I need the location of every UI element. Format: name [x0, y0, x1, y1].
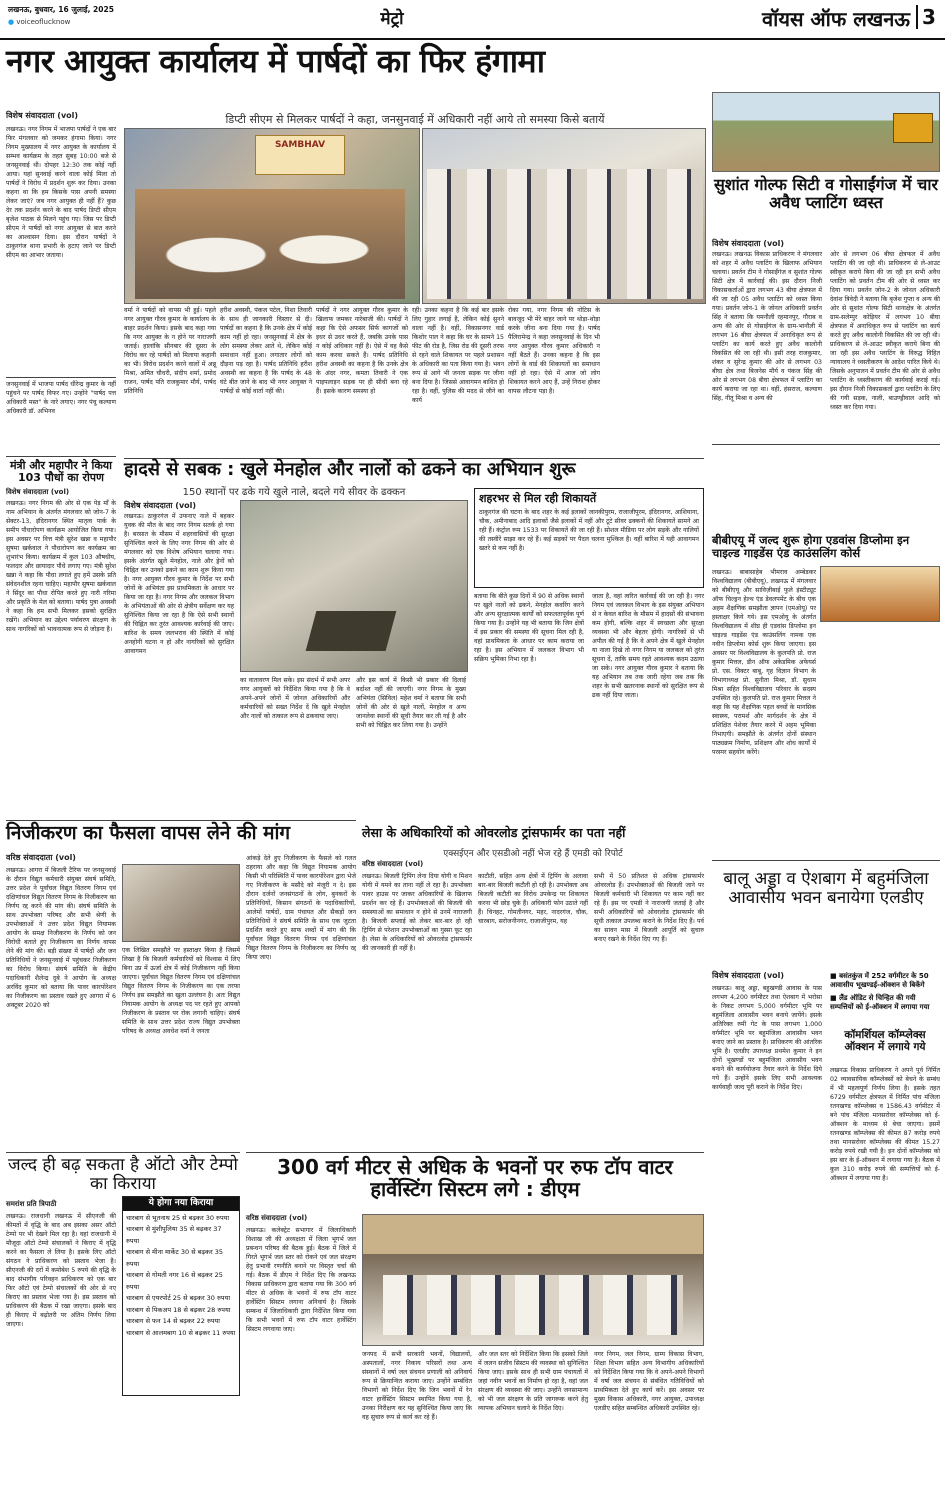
- roof-col4: नगर निगम, जल निगम, ग्राम्य विकास विभाग, शिक्षा विभाग सहित अन्य विभागीय अधिकारियों को निर्देशित किया गया कि वे अपने-अपने विभागों में वर्षा जल संचयन से संबंधित गतिविधियों को प्राथमिकता देते हुए कार्य करें। इस अवसर पर मुख्य विकास अधिकारी, नगर आयुक्त, उपाध्यक्ष एलडीए सहित सम्बन्धित अधिकारी उपस्थित रहे।: [594, 1351, 706, 1412]
- lead-col1: लखनऊ। नगर निगम में भाजपा पार्षदों ने एक बार फिर मंगलवार को जमकर हंगामा किया। नगर निगम मुख्यालय में नगर आयुक्त के कार्यालय में सम्भव कार्यक्रम के तहत सुबह 10:00 बजे से जनसुनवाई थी। दोपहर 12:30 तक कोई नहीं आया। यहां सुनवाई करने वाला कोई मिला तो पार्षदों ने विरोध में प्रदर्शन शुरू कर दिया। उनका कहना था कि हम किसके पास अपनी समस्या लेकर जाएं? जब नगर आयुक्त ही नहीं हैं? कुछ देर तक प्रदर्शन करने के बाद पार्षद डिप्टी सीएम बृजेश पाठक से मिलने पहुंच गए। जिस पर डिप्टी सीएम ने पार्षदों को नगर आयुक्त से बात करने का आश्वासन दिया। इस दौरान पार्षदों ने ठाकुरगंज थाना प्रभारी के हटाए जाने पर डिप्टी सीएम का आभार जताया।: [6, 126, 118, 259]
- balu-bullet-1: [830, 972, 940, 990]
- photo-people-group: [135, 189, 405, 299]
- fare-item: चारबाग से गोमती नगर 16 से बढ़कर 25 रुपया: [126, 1271, 223, 1291]
- divider: [712, 444, 940, 445]
- diploma-headline: बीबीएयू में जल्द शुरू होगा एडवांस डिप्लोमा इन चाइल्ड गाइडेंस एंड काउंसलिंग कोर्स: [712, 533, 910, 560]
- balu-byline: विशेष संवाददाता (vol): [712, 971, 785, 980]
- transformer-subhead: एक्सईएन और एसडीओ नहीं भेज रहे हैं एमडी को रिपोर्ट: [443, 849, 623, 859]
- minister-body: लखनऊ। नगर निगम की ओर से एक पेड़ माँ के नाम अभियान के अंतर्गत मंगलवार को जोन-7 के सेक्टर-13, इंदिरानगर स्थित मातृत्व पार्क के समीप पौधारोपण कार्यक्रम आयोजित किया गया। इस अवसर पर वित्त मंत्री सुरेश खन्ना व महापौर सुषमा खर्कवाल ने पौधारोपण कर कार्यक्रम का शुभारंभ किया। कार्यक्रम में कुल 103 औषधीय, फलदार और छायादार पौधे लगाए गए। मंत्री सुरेश खन्ना ने कहा कि पौधा लगाते हुए हमें उसके प्रति संवेदनशील रहना चाहिए। महापौर सुषमा खर्कवाल ने सिंदूर का पौधा रोपित करते हुए नारी गरिमा और प्रकृति के मेल को बताया। पार्षद पुत्रा अवस्थी ने कहा कि हम सभी मिलकर इसको सुरक्षित रखेंगे। अभियान का उद्देश्य पर्यावरण संरक्षण के साथ नागरिकों को भावनात्मक रूप से जोड़ना है।: [6, 500, 118, 633]
- roof-col2: जनपद में सभी सरकारी भवनों, विद्यालयों, अस्पतालों, नगर निकाय परिसरों तथा अन्य संस्थानों में वर्षा जल संचयन प्रणाली को अनिवार्य रूप से क्रियान्वित कराया जाए। उन्होंने सम्बंधित विभागों को निर्देश दिए कि जिन भवनों में रेन वाटर हार्वेस्टिंग सिस्टम स्थापित किया गया है, उनका निरीक्षण कर यह सुनिश्चित किया जाए कि वह सुचारु रूप से कार्य कर रहे हैं।: [362, 1351, 474, 1421]
- lead-col1b: जनसुनवाई में भाजपा पार्षद धीरेन्द्र कुमार के नहीं पहुंचने पर पार्षद विफर गए। उन्होंने "पार्षद पत्त अधिकारी मस्त" के नारे लगाए। नगर पंचु कल्याण अधिकारी डॉ. अभिनव: [6, 381, 118, 415]
- auto-body: लखनऊ। राजधानी लखनऊ में सीएनजी की कीमतों में वृद्धि के बाद अब इसका असर ऑटो टेम्पो पर भी देखने मिल रहा है। वहां राजधानी में मौजूदा ऑटो टेम्पो संचालकों ने किराए में वृद्धि करने का फैसला ले लिया है। इसके लिए ऑटो संगठन ने प्राधिकरण को प्रस्ताव भेजा है। सीएनजी की दरों में कमोबेश 5 रुपये की वृद्धि के बाद संभागीय परिवहन प्राधिकरण को एक बार फिर ऑटो एवं टेम्पो संचालकों की ओर से नए किराए का प्रस्ताव भेजा गया है। इस प्रस्ताव को प्राधिकरण की बैठक में रखा जाएगा। इसके बाद ही किराए में बढ़ोतरी पर अंतिम निर्णय लिया जाएगा।: [6, 1213, 118, 1328]
- roof-col3: और जल स्तर को निर्देशित किया कि इसको जिले में जलन सजीव सिस्टम की व्यवस्था को सुनिश्चित किया जाए। इसके साथ ही सभी ग्राम पंचायतों में जहां नवीन भवनों का निर्माण हो रहा है, वहां जल संरक्षण की व्यवस्था की जाए। उन्होंने जनसामान्य को भी जल संरक्षण के प्रति जागरूक करने हेतु व्यापक अभियान चलाने के निर्देश दिए।: [478, 1351, 590, 1412]
- private-headline: निजीकरण का फैसला वापस लेने की मांग: [6, 822, 291, 844]
- divider: [6, 456, 116, 457]
- transformer-headline: लेसा के अधिकारियों को ओवरलोड ट्रांसफार्मर का पता नहीं: [362, 825, 626, 840]
- fare-box: [122, 1196, 240, 1396]
- commercial-box-title: कॉमर्शियल कॉम्प्लेक्स ऑक्शन में लगाये गये: [844, 1029, 926, 1053]
- page-number: 3: [916, 5, 940, 29]
- photo-people-row: [427, 169, 703, 299]
- lead-headline: नगर आयुक्त कार्यालय में पार्षदों का फिर हंगामा: [6, 42, 545, 80]
- lead-photo-2: [422, 128, 706, 304]
- lead-col5: रही। उनका कहना है कि कई बार इसके लिए गुहार लगाई है, लेकिन कोई सुनने वाला नहीं है। वहीं, विकासनगर वार्ड किशोर पाल ने कहा कि घर के सामने 15 फीट की रोड है, जिस रोड की दूसरी तरफ से रहने वाले शिकायत पर पहले प्रशासन के अधिकारी का पता किया गया है। भवन रूप से आगे भी जनता सड़क पर जीना बना दिया है। जिससे आवागमन बाधित हो रहा है। वहीं, पुलिस की मदद से जीने का कार्य: [412, 307, 506, 404]
- diploma-photo: [820, 566, 940, 622]
- minister-byline: विशेष संवाददाता (vol): [6, 488, 70, 496]
- transformer-col2: काटौती, सहित अन्य क्षेत्रों में ट्रिपिंग के अलावा बार-बार बिजली कटौती हो रही है। उपभोक्ता अब बिजली कटौती का विरोध उपकेन्द्र पर शिकायत करना भी छोड़ चुके हैं। अधिकारी फोन उठाते नहीं हैं। चिनहट, गोमतीनगर, महर, नादरगंज, चौक, चारबाग, सरोजनीनगर, राजाजीपुरम, यह: [478, 873, 590, 925]
- complaints-title: शहरभर से मिल रही शिकायतें: [479, 492, 597, 505]
- roof-photo: [362, 1214, 704, 1346]
- lead-byline: विशेष संवाददाता (vol): [6, 111, 79, 120]
- minister-headline: मंत्री और महापौर ने किया 103 पौधों का रोपण: [9, 459, 113, 485]
- lead-photo-1: [124, 128, 420, 304]
- auto-byline: समरांश प्रति त्रिपाठी: [6, 1200, 57, 1208]
- diploma-body: लखनऊ। बाबासाहेब भीमराव अम्बेडकर विश्वविद्यालय (बीबीएयू), लखनऊ में मंगलवार को बीबीएयू और साविज़ीबाई फुले इंस्टीट्यूट ऑफ चिल्ड्रन हेल्थ एंड डेवलपमेंट के बीच एक अहम शैक्षणिक समझौता ज्ञापन (एमओयू) पर हस्ताक्षर किये गये। इस एमओयू के अंतर्गत विश्वविद्यालय में शीघ्र ही एडवांस डिप्लोमा इन चाइल्ड गाइडेंस एंड काउंसलिंग नामक एक नवीन डिप्लोमा कोर्स शुरू किया जाएगा। इस अवसर पर विश्वविद्यालय के कुलपति प्रो. राज कुमार मित्तल, डीन ऑफ अकेडमिक अफेयर्स प्रो. एस. विक्टर बाबू, गृह विज्ञान विभाग के विभागाध्यक्ष प्रो. सुनीता मिश्रा, डॉ. सुधाम मिश्रा सहित विश्वविद्यालय परिवार के सदस्य उपस्थित रहे। कुलपति प्रो. राज कुमार मित्तल ने कहा कि यह शैक्षणिक पहल बच्चों के मानसिक स्वास्थ्य, परामर्श और मार्गदर्शन के क्षेत्र में प्रशिक्षित पेशेवर तैयार करने में अहम भूमिका निभाएगी। समझौते के अंतर्गत दोनों संस्थान पाठ्यक्रम निर्माण, प्रशिक्षण और शोध कार्यों में परस्पर सहयोग करेंगे।: [712, 569, 818, 756]
- complaints-body: ठाकुरगंज की घटना के बाद शहर के कई इलाकों जानकीपुरम, राजाजीपुरम, इंदिरानगर, आशियाना, चौक, अमीनाबाद आदि इलाकों जैसे इलाकों में नहीं और टूटे सीवर ढक्कनों की शिकायतें सामने आ रही हैं। कंट्रोल रूम 1533 पर शिकायतें की जा रही हैं। सोशल मीडिया पर लोग सड़कें और नालियों की तस्वीरें साझा कर रहे हैं। कई सड़कों पर पैदल चलना मुश्किल है। वहीं बारिश में यही आवागमन खतरे से कम नहीं है।: [479, 509, 701, 553]
- fare-item: चारबाग से मीना मार्केट 30 से बढ़कर 35 रुपया: [126, 1248, 224, 1268]
- bullet-text: बसंतकुंज में 252 वर्गमीटर के 50 आवासीय भूखण्डई-ऑक्शन से बिकेंगे: [830, 972, 929, 989]
- meeting-table: [383, 1275, 683, 1335]
- brand-name: वॉयस ऑफ लखनऊ: [762, 7, 910, 31]
- fare-item: चारबाग से भूतनाथ 25 से बढ़कर 30 रुपया: [126, 1213, 230, 1222]
- masthead: [0, 0, 945, 40]
- manhole-byline: विशेष संवाददाता (vol): [124, 501, 197, 510]
- private-byline: वरिष्ठ संवाददाता (vol): [6, 853, 76, 862]
- private-photo: [122, 864, 240, 942]
- balu-col2: लखनऊ विकास प्राधिकरण ने अपने पूर्व निर्मित 02 व्यावसायिक कॉम्प्लेक्सों को बेचने के सम्बंध में भी महत्वपूर्ण निर्णय लिया है। इसके तहत 6729 वर्गमीटर क्षेत्रफल में निर्मित पांच मंजिला रतनखण्ड कॉम्प्लेक्स व 1586.43 वर्गमीटर में बने पांच मंजिला मानसरोवर कॉम्प्लेक्स को ई-ऑक्शन के माध्यम से बेचा जाएगा। इसमें रतनखण्ड कॉम्प्लेक्स की कीमत 87 करोड़ रुपये तथा मानसरोवर कॉम्प्लेक्स की कीमत 15.27 करोड़ रुपये रखी गयी है। इन दोनों कॉम्प्लेक्स को इस बार के ई-ऑक्शन में लगाया गया है। बैठक में कुल 310 करोड़ रुपये की सम्पत्तियों को ई-ऑक्शन में लगाया गया है।: [830, 1067, 942, 1182]
- divider: [6, 1152, 240, 1153]
- manhole-col5: जाता है, वहां त्वरित कार्रवाई की जा रही है। नगर निगम एवं जलकल विभाग के इस संयुक्त अभियान से न केवल बारिश के मौसम में हादसों की संभावना कम होगी, बल्कि शहर में स्वच्छता और सुरक्षा व्यवस्था भी और बेहतर होगी। नागरिकों से भी अपील की गई है कि वे अपने क्षेत्र में खुले मेनहोल या नाला दिखे तो नगर निगम या जलकल को तुरंत सूचना दें, ताकि समय रहते आवश्यक कदम उठाया जा सके। नगर आयुक्त गौरव कुमार ने बताया कि यह अभियान तब तक जारी रहेगा जब तक कि शहर के सभी खतरनाक स्थानों को सुरक्षित रूप से ढक नहीं दिया जाता।: [592, 593, 706, 699]
- private-col1: लखनऊ। आगरा में बिजली टैरिफ पर जनसुनवाई के दौरान विद्युत कर्मचारी संयुक्त संघर्ष समिति, उत्तर प्रदेश ने पूर्वांचल विद्युत वितरण निगम एवं दक्षिणांचल विद्युत वितरण निगम के निजीकरण का निर्णय रद्द करने की मांग की। संघर्ष समिति के साथ उपभोक्ता परिषद और सभी श्रेणी के उपभोक्ताओं ने उत्तर प्रदेश विद्युत नियामक आयोग के समक्ष निजीकरण के निर्णय को जन विरोधी बताते हुए निजीकरण का निर्णय वापस लेने की मांग की। बड़ी संख्या में पार्षदों और जन प्रतिनिधियों ने जनसुनवाई में पहुंचकर निजीकरण का विरोध किया। संघर्ष समिति के केंद्रीय पदाधिकारी शैलेन्द्र दुबे ने आयोग के अध्यक्ष अरविंद कुमार को बताया कि पावर कारपोरेशन का निजीकरण का प्रस्ताव रखते हुए आगरा में 6 अक्टूबर 2020 को: [6, 867, 118, 1009]
- manhole-col1: लखनऊ। ठाकुरगंज में उफनाए नाले में बहकर युवक की मौत के बाद नगर निगम सतर्क हो गया है। बरसात के मौसम में शहरवासियों की सुरक्षा सुनिश्चित करने के लिए नगर निगम की ओर से मंगलवार को एक विशेष अभियान चलाया गया। इसके अंतर्गत खुले मेनहोल, नाले और ड्रेनों को चिह्नित कर उनको ढकने का काम शुरू किया गया है। नगर आयुक्त गौरव कुमार के निर्देश पर सभी जोनों के अभियंता इस प्राथमिकता के आधार पर किया जा रहा है। नगर निगम और जलकल विभाग के अभियंताओं की ओर से क्षेत्रीय सर्वेक्षण कर यह सुनिश्चित किया जा रहा है कि ऐसे सभी स्थानों की चिह्नित कर तुरंत आवश्यक कार्रवाई की जाए। बारिश के समय जलभराव की स्थिति में कोई अनहोनी घटना न हो और नागरिकों को सुरक्षित आवागमन: [124, 513, 236, 655]
- twitter-icon: ●: [8, 18, 15, 26]
- plots-photo: [712, 92, 940, 172]
- manhole-col3: और इस कार्य में किसी भी प्रकार की दिलाई बर्दाश्त नहीं की जाएगी। नगर निगम के मुख्य अभियंता (सिविल) महेश वर्मा ने बताया कि सभी जोनों की ओर से खुले नालों, मेनहोल व अन्य जानलेवा स्थानों की सूची तैयार कर ली गई है और सभी को चिह्नित कर लिया गया है। उन्होंने: [356, 677, 468, 729]
- balu-bullet-2: [830, 994, 940, 1012]
- photo-banner: [255, 135, 345, 175]
- manhole-col2: का वातावरण मिल सके। इस संदर्भ में सभी अपर नगर आयुक्तों को निर्देशित किया गया है कि वे अपने-अपने जोनों में जोनल अधिकारियों और कर्मचारियों को सख्त निर्देश दें कि खुले मेनहोल और नालों को तत्काल रूप से ढकवाया जाए।: [240, 677, 352, 720]
- private-col2: एक लिखित समझौते पर हस्ताक्षर किया है जिसमें लिखा है कि बिजली कर्मचारियों को विश्वास में लिए बिना उप्र में ऊर्जा क्षेत्र में कोई निजीकरण नहीं किया जाएगा। पूर्वांचल विद्युत वितरण निगम एवं दक्षिणांचल विद्युत वितरण निगम के निजीकरण का एक तरफा निर्णय इस समझौते का खुला उल्लंघन है। अतः विद्युत नियामक आयोग के अध्यक्ष पद पर रहते हुए आपको निजीकरण के प्रस्ताव पर रोक लगानी चाहिए। संघर्ष समिति के साथ उत्तर प्रदेश राज्य विद्युत उपभोक्ता परिषद के अध्यक्ष अवधेश वर्मा ने जनता: [122, 947, 242, 1035]
- bullet-text: लैंड ऑडिट से चिन्हित की गयी सम्पत्तियों को ई-ऑक्शन में लगाया गया: [830, 994, 930, 1011]
- divider: [246, 1152, 704, 1153]
- bullet-icon: ■: [830, 972, 840, 980]
- fare-item: चारबाग से मुंशीपुलिया 35 से बढ़कर 37 रुपया: [126, 1225, 222, 1245]
- divider: [712, 860, 940, 861]
- lead-col2: वर्मा ने पार्षदों को वापस भी हुई। पहले नगर आयुक्त गौरव कुमार के कार्यालय के बाहर प्रदर्शन किया। इसके बाद कहा गया कि नगर आयुक्त के न होने पर नाराजगी जताई। हालांकि सीनबार की दूसरा के विरोध कर रहे पार्षदों को मिलाया कहानी का भी। विरोध प्रदर्शन करने वालों में अन्नू मिश्रा, अमित चौधरी, संदीप शर्मा, प्रमोद राजन, पार्षद पति राजकुमार मौर्य, पार्षद प्रतिनिधि: [124, 307, 218, 395]
- plots-byline: विशेष संवाददाता (vol): [712, 239, 785, 248]
- lead-col4: पार्षदों ने नगर आयुक्त गौरव कुमार के खिलाफ जमकर नारेबाजी की। पार्षदों ने कहा कि ऐसे अफसर सिर्फ कागजों को इधर से उधर करते हैं, जबकि उनके पास न कोई अधिकार नहीं है। ऐसे में वह कैसे काम करवा सकते हैं। पार्षद प्रतिनिधि हरीश अवस्थी का कहना है कि उनके क्षेत्र के अंदर नगर, कमता तिवारी ने एक पाइपलाइन सड़क पर ही सीधी बना रहे हैं। इसके कारण समस्या हो: [316, 307, 410, 395]
- fare-item: चारबाग से फन 14 से बढ़कर 22 रुपया: [126, 1317, 220, 1326]
- masthead-date: लखनऊ, बुधवार, 16 जुलाई, 2025: [8, 5, 114, 14]
- fare-box-title: ये होगा नया किराया: [123, 1197, 239, 1211]
- balu-headline: बालू अड्डा व ऐशबाग में बहुमंजिला आवासीय भवन बनायेगा एलडीए: [723, 869, 929, 908]
- roof-byline: वरिष्ठ संवाददाता (vol): [246, 1214, 308, 1222]
- transformer-col3: सभी में 50 प्रतिशत से अधिक ट्रांसफार्मर ओवरलोड हैं। उपभोक्ताओं की बिजली जाने पर बिजली कर्मचारी भी शिकायत पर काम नहीं कर रहे हैं। इस पर एमडी ने नाराजगी जताई है और सभी अधिकारियों को ओवरलोड ट्रांसफार्मर की सूची तत्काल उपलब्ध कराने के निर्देश दिए हैं। पर्व का सावन मास में बिजली आपूर्ति को सुचारु बनाए रखने के निर्देश दिए गए हैं।: [594, 873, 706, 943]
- manhole-photo: [240, 500, 468, 672]
- lead-col3: हरीश अवस्थी, पंकज पटेल, निशा तिवारी के साथ ही जानकारी विस्तार से दी। पार्षदों का कहना है कि उनके क्षेत्र में कोई काम नहीं हो रहा। जनसुनवाई में क्षेत्र के लोग समस्या लेकर आते थे, लेकिन कोई समाधान नहीं हुआ। लगातार लोगों को दौड़ना पड़ रहा है। पार्षद प्रतिनिधि हरीश अवस्थी का कहना है कि पार्षद के 48 घंटे बीत जाने के बाद भी नगर आयुक्त ने पार्षदों से कोई वार्ता नहीं की।: [220, 307, 314, 395]
- manhole-subhead: 150 स्थानों पर ढके गये खुले नाले, बदले गये सीवर के ढक्कन: [182, 487, 406, 498]
- private-col3: आंकड़े देते हुए निजीकरण के फैसले को गलत ठहराया और कहा कि विद्युत नियामक आयोग किसी भी परिस्थिति में पावर कारपोरेशन द्वारा भेजे गए निजीकरण के मसौदे को मंजूरी न दे। इस दौरान दर्जनों जनसंगठनों के लोग, बुनकरों के प्रतिनिधियों, किसान संगठनों के पदाधिकारियों, आलेमों पार्षदों, ग्राम पंचायत और सैकड़ों जन प्रतिनिधियों ने संघर्ष समिति के साथ एक जुटता प्रदर्शित करते हुए साफ शब्दों में मांग की कि पूर्वांचल विद्युत वितरण निगम एवं दक्षिणांचल विद्युत वितरण निगम के निजीकरण का निर्णय रद्द किया जाए।: [246, 855, 358, 961]
- masthead-twitter[interactable]: [8, 18, 70, 26]
- plots-col2: ओर से लगभग 06 बीघा क्षेत्रफल में अवैध प्लाटिंग की जा रही थी। प्राधिकरण से ले-आउट स्वीकृत कराये बिना की जा रही इन सभी अवैध प्लाटिंग को प्रवर्तन टीम की ओर से ध्वस्त कर दिया गया। प्रवर्तन जोन-2 के जोनल अधिकारी देवांश त्रिवेदी ने बताया कि बृजेश गुप्ता व अन्य की ओर से सुशांत गोल्फ सिटी थानाक्षेत्र के अंतर्गत ग्राम-सलेम्पुर कोड़ियर में लगभग 10 बीघा क्षेत्रफल में अनाधिकृत रूप से प्लाटिंग का कार्य करते हुए अवैध कालोनी विकसित की जा रही थी। प्राधिकरण से ले-आउट स्वीकृत कराये बिना की जा रही इस अवैध प्लाटिंग के विरुद्ध विहित न्यायालय ने ध्वस्तीकरण के आदेश पारित किये थे। जिसके अनुपालन में प्रवर्तन टीम की ओर से अवैध प्लाटिंग के ध्वस्तीकरण की कार्यवाई कराई गई। इस दौरान निजी विकासकर्ता द्वारा प्लाटिंग के लिए की गयी सड़क, नाली, बाउण्ड्रीवाल आदि को ध्वस्त कर दिया गया।: [830, 251, 942, 411]
- manhole-col4: बताया कि बीते कुछ दिनों में 90 से अधिक स्थानों पर खुले नालों को ढकने, मेनहोल कवरिंग करने और अन्य सुरक्षात्मक कार्यों को सफलतापूर्वक पूर्ण किया गया है। उन्होंने यह भी बताया कि जिन क्षेत्रों में इस प्रकार की समस्या की सूचना मिल रही है, वहां प्राथमिकता के आधार पर काम कराया जा रहा है। इस अभियान में जलकल विभाग भी सक्रिय भूमिका निभा रहा है।: [474, 593, 586, 663]
- fare-item: चारबाग से एयरपोर्ट 25 से बढ़कर 30 रुपया: [126, 1294, 231, 1303]
- bullet-icon: ■: [830, 994, 840, 1002]
- auto-headline: जल्द ही बढ़ सकता है ऑटो और टेम्पो का किराया: [8, 1155, 238, 1194]
- plots-col1: लखनऊ। लखनऊ विकास प्राधिकरण ने मंगलवार को शहर में अवैध प्लाटिंग के खिलाफ अभियान चलाया। प्रवर्तन टीम ने गोसाईंगंज व सुशांत गोल्फ सिटी क्षेत्र में कार्रवाई की। इस दौरान निजी विकासकर्ताओं द्वारा लगभग 43 बीघा क्षेत्रफल में की जा रही 05 अवैध प्लाटिंग को ध्वस्त किया गया। प्रवर्तन जोन-1 के जोनल अधिकारी प्रवर्तन सिंह ने बताया कि यमनौली रहमानपुर, गौराब व अन्य की ओर से गोसाईंगंज के ग्राम-भानौली में लगभग 16 बीघा क्षेत्रफल में अनाधिकृत रूप से प्लाटिंग का कार्य करते हुए अवैध कालोनी विकसित की जा रही थी। इसी तरह राजकुमार, शंकर व सुरेन्द्र कुमार की ओर से लगभग 03 बीघा क्षेत्र तथा बिजनेस मौर्य व पंकज सिंह की ओर से लगभग 08 बीघा क्षेत्रफल में प्लाटिंग का कार्य कराया जा रहा था। वहीं, हंसराज, कल्याण सिंह, नीतू मिश्रा व अन्य की: [712, 251, 824, 402]
- manhole-headline: हादसे से सबक : खुले मेनहोल और नालों को ढकने का अभियान शुरू: [124, 459, 576, 480]
- balu-bullets: [830, 972, 940, 1012]
- lead-subhead: डिप्टी सीएम से मिलकर पार्षदों ने कहा, जनसुनवाई में अधिकारी नहीं आये तो समस्या किसे बतायें: [225, 113, 605, 126]
- balu-col1: लखनऊ। बालू अड्डा, बहुखण्डी आवास के पास लगभग 4,200 वर्गमीटर तथा ऐशबाग में भरोसा के निकट लगभग 5,000 वर्गमीटर भूमि पर बहुमंजिला आवासीय भवन बनाये जायेंगे। इसके अतिरिक्त रुमी गेट के पास लगभग 1,000 वर्गमीटर भूमि पर बहुमंजिला आवासीय भवन बनाए जाने का प्रस्ताव है। प्राधिकरण की आंतरिक भूमि है। एलडीए उपाध्यक्ष प्रथमेश कुमार ने इन दोनों भूखण्डों पर बहुमंजिला आवासीय भवन बनाने की कार्ययोजना तैयार करने के निर्देश दिये गये हैं। उन्होंने इसके लिए सभी आवश्यक कार्यवाही जल्द पूरी कराने के निर्देश दिए।: [712, 985, 824, 1091]
- twitter-handle: voiceoflucknow: [16, 18, 71, 26]
- transformer-col1: लखनऊ। बिजली ट्रिपिंग लेना दिया योगी व मिशन योगी में यमने का ताना नहीं ले रहा है। उपभोक्ता पावर हाउस पर जाकर अधिकारियों के खिलाफ प्रदर्शन कर रहे हैं। उपभोक्ताओं की बिजली की समस्याओं का समाधान न होने से उनमें नाराजगी है। बिजली सप्लाई को लेकर बार-बार हो रही ट्रिपिंग से परेशान उपभोक्ताओं का गुस्सा फूट रहा है। लेसा के अधिकारियों को ओवरलोड ट्रांसफार्मर की जानकारी ही नहीं है।: [362, 873, 474, 952]
- drain-opening: [306, 611, 397, 651]
- complaints-box: [474, 488, 704, 588]
- transformer-byline: वरिष्ठ संवाददाता (vol): [362, 860, 424, 868]
- section-title: मेट्रो: [380, 9, 404, 29]
- fare-item: चारबाग से आलमबाग 10 से बढ़कर 11 रुपया: [126, 1328, 236, 1337]
- bulldozer: [893, 113, 933, 143]
- divider: [6, 377, 116, 378]
- fare-list: [123, 1211, 239, 1342]
- lead-col6: रोका गया, नगर निगम की नोटिस के बावजूद भी मेरे बाहर जाने पर थोड़ा-थोड़ा करके जीना बना दिया गया है। पार्षद पैलिरामेन्द्र ने कहा जनसुनवाई के दिन भी नगर आयुक्त गौरव कुमार अधिकारी न नहीं बैठते हैं। उनका कहना है कि इस लोगों के वार्ड की शिकायतों का समाधान नहीं हो रहा। ऐसे में आज जो लोग शिकायत करने आए हैं, उन्हें निराश होकर वापस लौटना पड़ा है।: [508, 307, 602, 395]
- plots-headline: सुशांत गोल्फ सिटी व गोसाईंगंज में चार अवैध प्लाटिंग ध्वस्त: [713, 175, 939, 212]
- banner-text: SAMBHAV: [274, 140, 326, 150]
- roof-headline: 300 वर्ग मीटर से अधिक के भवनों पर रुफ टॉप वाटर हार्वेस्टिंग सिस्टम लगे : डीएम: [277, 1155, 673, 1201]
- fare-item: चारबाग से पिकअप 18 से बढ़कर 28 रुपया: [126, 1305, 231, 1314]
- roof-col1: लखनऊ। कलेक्ट्रेट सभागार में जिलाधिकारी विशाख जी की अध्यक्षता में जिला भूगर्भ जल प्रबन्धन परिषद की बैठक हुई। बैठक में जिले में गिरते भूगर्भ जल स्तर को रोकने एवं जल संरक्षण हेतु प्रभावी रणनीति बनाने पर विस्तृत चर्चा की गई। बैठक में डीएम ने निर्देश दिए कि लखनऊ विकास प्राधिकरण द्वारा बताया गया कि 300 वर्ग मीटर से अधिक के भवनों में रुफ टॉप वाटर हार्वेस्टिंग सिस्टम लगाना अनिवार्य है। जिसके सम्बन्ध में जिलाधिकारी द्वारा निर्देशित किया गया कि सभी भवनों में रुफ टॉप वाटर हार्वेस्टिंग सिस्टम लगवाया जाए।: [246, 1227, 358, 1333]
- divider: [6, 820, 356, 821]
